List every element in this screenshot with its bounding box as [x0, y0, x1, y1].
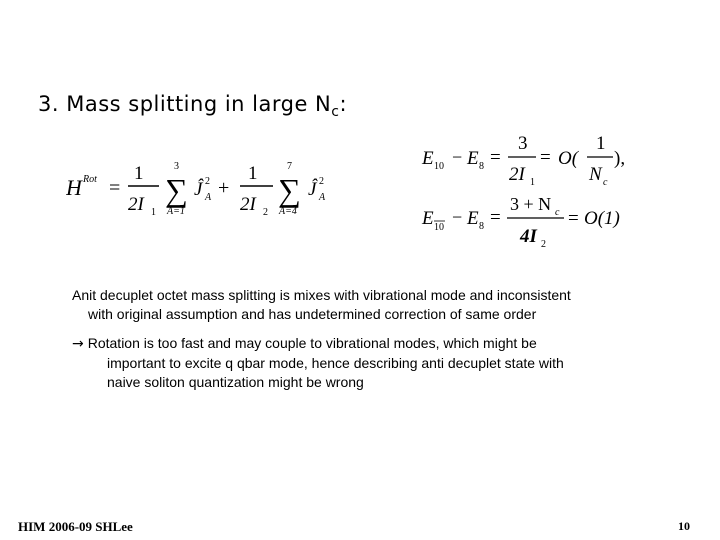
e10-symbol: E	[422, 148, 434, 169]
frac1-numerator: 1	[134, 163, 144, 184]
minus-sign: −	[452, 147, 463, 167]
h-symbol: H	[66, 175, 82, 200]
equals-sign-2: =	[540, 147, 551, 168]
h-superscript: Rot	[83, 174, 97, 185]
sum2-sigma-icon: ∑	[278, 172, 301, 208]
rotation-line-3: naive soliton quantization might be wrong	[107, 374, 364, 390]
sum1-upper: 3	[174, 161, 179, 172]
rotation-line-2: important to excite q qbar mode, hence describing anti decuplet state with	[107, 355, 564, 371]
footer-credit: HIM 2006-09 SHLee	[18, 519, 133, 534]
j-sub-2: A	[319, 192, 326, 203]
frac2-denominator: 2I	[240, 194, 256, 215]
equals-sign: =	[109, 177, 121, 199]
heading-text: Mass splitting in large N	[66, 92, 332, 116]
j-sup-1: 2	[205, 176, 210, 187]
frac2-denominator-sub: 2	[263, 207, 268, 218]
sum1-sigma-icon: ∑	[165, 172, 188, 208]
page-number: 10	[678, 519, 690, 533]
frac1-denominator: 2I	[128, 194, 144, 215]
frac1-denominator-sub: 1	[151, 207, 156, 218]
big-o-open: O(	[558, 148, 579, 169]
right-arrow-icon: →	[72, 336, 84, 352]
j-sup-2: 2	[319, 176, 324, 187]
splitting-10bar-equation	[418, 190, 658, 254]
frac-numerator-sub: c	[555, 207, 560, 218]
sum2-upper: 7	[287, 161, 292, 172]
heading-subscript: c	[331, 104, 340, 120]
frac-denominator: 4I	[520, 226, 537, 247]
e8-symbol: E	[467, 148, 479, 169]
frac2-numerator: 1	[248, 163, 258, 184]
e8-symbol: E	[467, 208, 479, 229]
frac-numerator: 3 + N	[510, 194, 552, 214]
sum2-lower: A=4	[279, 206, 297, 217]
o-frac-numerator: 1	[596, 133, 606, 154]
o-frac-denominator: N	[589, 164, 602, 185]
plus-sign: +	[218, 177, 230, 199]
hamiltonian-equation	[66, 158, 346, 222]
sum1-lower: A=1	[167, 206, 185, 217]
j-hat-2: Ĵ	[308, 179, 317, 200]
big-o-close: ),	[614, 148, 626, 169]
splitting-10-equation	[418, 130, 658, 190]
o-frac-denominator-sub: c	[603, 177, 608, 188]
big-o-one: O(1)	[584, 208, 620, 229]
minus-sign: −	[452, 207, 463, 227]
equals-sign-1: =	[490, 147, 501, 168]
e10bar-subscript: 10	[434, 222, 444, 233]
frac-numerator: 3	[518, 133, 528, 154]
mass-splitting-paragraph	[72, 286, 672, 324]
frac-denominator-sub: 2	[541, 239, 546, 250]
paragraph-line-2: with original assumption and has undetermined correction of same order	[88, 306, 537, 322]
j-sub-1: A	[205, 192, 212, 203]
equals-sign-1: =	[490, 207, 501, 228]
e10bar-symbol: E	[422, 208, 434, 229]
paragraph-line-1: Anit decuplet octet mass splitting is mixes with vibrational mode and inconsistent	[72, 287, 571, 303]
rotation-paragraph	[72, 334, 692, 392]
e8-subscript: 8	[479, 161, 484, 172]
heading-colon: :	[339, 92, 348, 116]
frac-denominator: 2I	[509, 164, 525, 185]
frac-denominator-sub: 1	[530, 177, 535, 188]
equals-sign-2: =	[568, 208, 579, 229]
e8-subscript: 8	[479, 221, 484, 232]
e10-subscript: 10	[434, 161, 444, 172]
heading-number: 3.	[38, 92, 60, 116]
j-hat-1: Ĵ	[194, 179, 203, 200]
rotation-line-1: Rotation is too fast and may couple to vibrational modes, which might be	[87, 335, 537, 351]
slide-heading	[38, 92, 348, 120]
